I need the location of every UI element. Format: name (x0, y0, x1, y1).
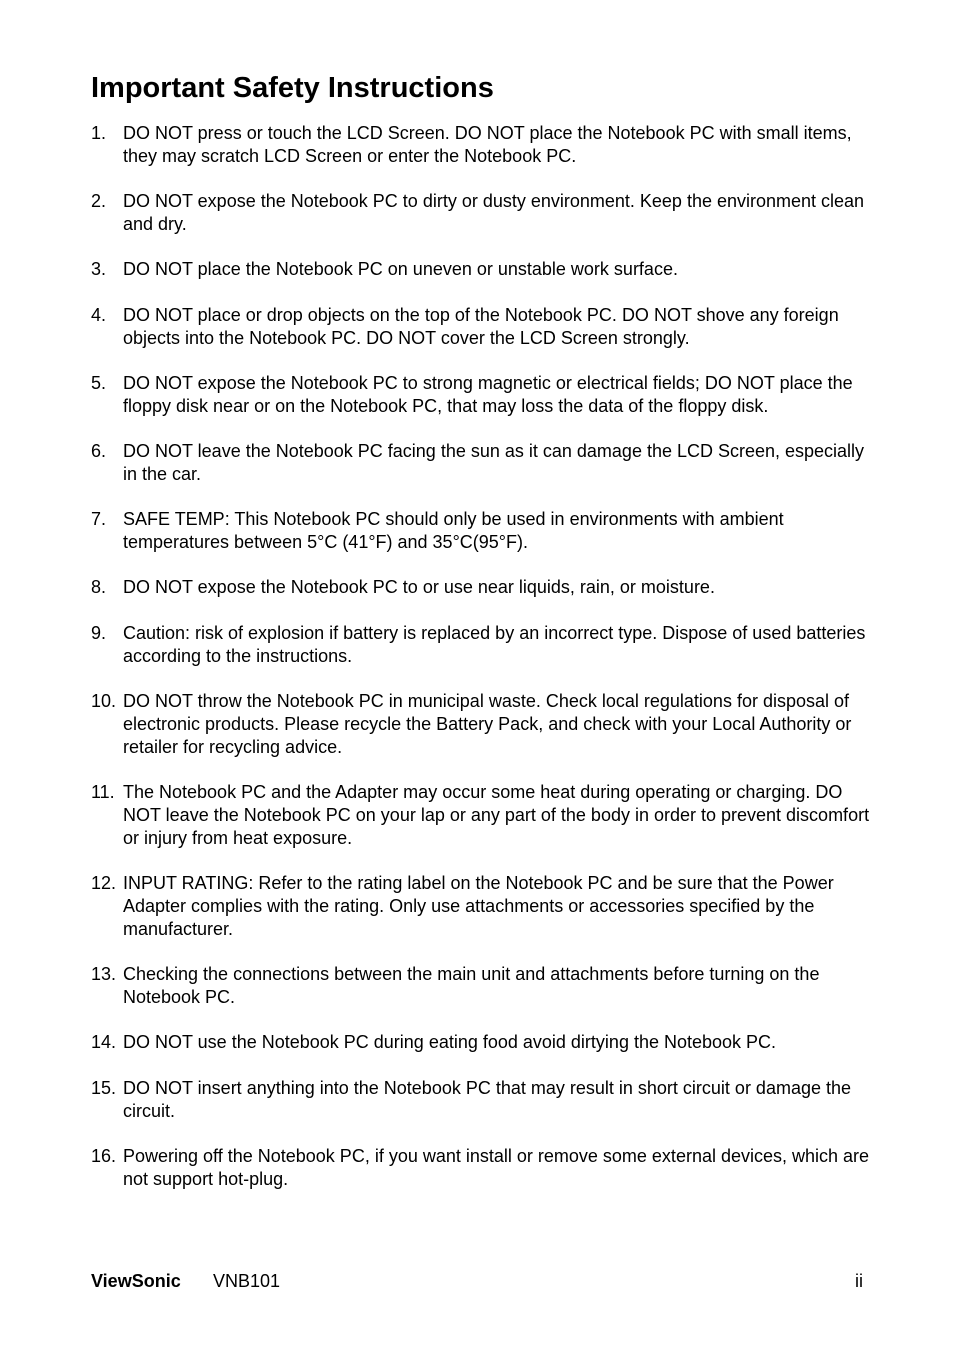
item-number: 3. (91, 259, 107, 280)
list-item (91, 440, 881, 486)
item-text: The Notebook PC and the Adapter may occur some heat during operating or charging. DO NOT leave the Notebook PC on your lap or any part of the body in order to prevent discomfort or injury from heat exposure. (123, 781, 870, 848)
item-text: Checking the connections between the main unit and attachments before turning on the Notebook PC. (123, 964, 820, 1008)
item-text: DO NOT use the Notebook PC during eating food avoid dirtying the Notebook PC. (123, 1032, 777, 1053)
list-item (91, 1031, 881, 1054)
footer-model: VNB101 (213, 1271, 281, 1291)
list-item (91, 872, 881, 941)
item-number: 14. (91, 1032, 117, 1053)
item-number: 11. (91, 781, 115, 802)
item-text: DO NOT place or drop objects on the top of the Notebook PC. DO NOT shove any foreign objects into the Notebook PC. DO NOT cover the LCD Screen strongly. (123, 304, 839, 348)
list-item (91, 576, 881, 599)
item-text: DO NOT expose the Notebook PC to strong magnetic or electrical fields; DO NOT place the floppy disk near or on the Notebook PC, that may loss the data of the floppy disk. (123, 372, 853, 416)
item-text: SAFE TEMP: This Notebook PC should only be used in environments with ambient temperatures between 5°C (41°F) and 35°C(95°F). (123, 509, 784, 553)
item-number: 10. (91, 690, 117, 711)
item-text: Caution: risk of explosion if battery is replaced by an incorrect type. Dispose of used batteries according to the instructions. (123, 622, 866, 666)
list-item (91, 190, 881, 236)
list-item (91, 1077, 881, 1123)
item-number: 15. (91, 1077, 117, 1098)
list-item (91, 622, 881, 668)
item-text: DO NOT press or touch the LCD Screen. DO NOT place the Notebook PC with small items, they may scratch LCD Screen or enter the Notebook PC. (123, 123, 852, 166)
item-number: 5. (91, 372, 107, 393)
item-number: 12. (91, 873, 117, 894)
footer-brand: ViewSonic (91, 1271, 181, 1291)
page-title: Important Safety Instructions (91, 72, 494, 104)
list-item (91, 508, 881, 554)
item-number: 9. (91, 622, 107, 643)
item-number: 1. (91, 123, 107, 143)
item-text: DO NOT expose the Notebook PC to dirty or dusty environment. Keep the environment clean and dry. (123, 191, 865, 235)
list-item (91, 304, 881, 350)
item-number: 13. (91, 964, 117, 985)
list-item (91, 122, 881, 168)
list-item (91, 781, 881, 850)
list-item (91, 258, 881, 281)
item-number: 8. (91, 577, 107, 598)
list-item (91, 1145, 881, 1191)
item-text: DO NOT expose the Notebook PC to or use near liquids, rain, or moisture. (123, 577, 715, 598)
list-item (91, 372, 881, 418)
item-text: Powering off the Notebook PC, if you want install or remove some external devices, which are not support hot-plug. (123, 1145, 870, 1189)
item-number: 6. (91, 440, 107, 461)
item-number: 4. (91, 304, 107, 325)
item-text: INPUT RATING: Refer to the rating label on the Notebook PC and be sure that the Power Adapter complies with the rating. Only use attachments or accessories specified by the manufacturer. (123, 873, 834, 940)
item-text: DO NOT leave the Notebook PC facing the sun as it can damage the LCD Screen, especially in the car. (123, 440, 865, 484)
list-item (91, 690, 881, 759)
item-number: 2. (91, 191, 107, 212)
item-number: 7. (91, 509, 107, 530)
item-text: DO NOT throw the Notebook PC in municipal waste. Check local regulations for disposal of electronic products. Please recycle the Battery Pack, and check with your Local Authority or retailer for recycling advice. (123, 690, 852, 757)
item-text: DO NOT insert anything into the Notebook PC that may result in short circuit or damage the circuit. (123, 1077, 852, 1121)
item-number: 16. (91, 1145, 117, 1166)
page-number: ii (855, 1271, 863, 1291)
list-item (91, 963, 881, 1009)
item-text: DO NOT place the Notebook PC on uneven or unstable work surface. (123, 259, 678, 280)
safety-instruction-list (91, 122, 881, 1213)
page-footer (91, 1269, 863, 1293)
